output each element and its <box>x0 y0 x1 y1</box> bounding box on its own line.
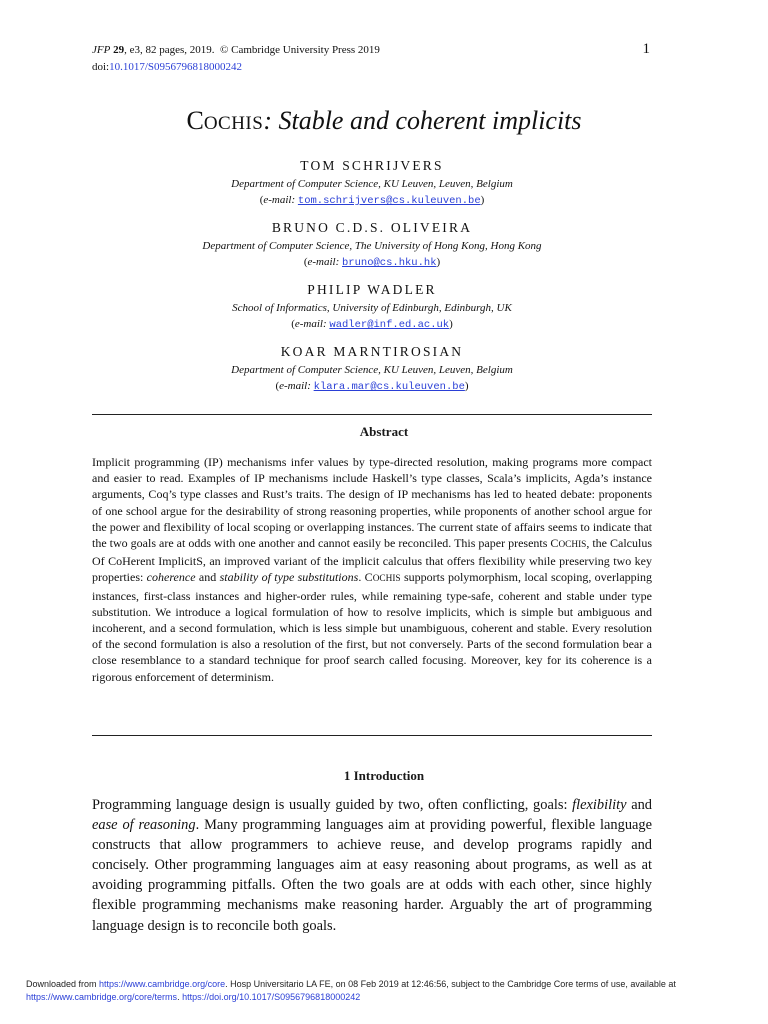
author-affiliation: School of Informatics, University of Edinburgh, Edinburgh, UK <box>232 302 512 314</box>
citation-line <box>92 42 380 59</box>
abstract-text-part: supports polymorphism, local scoping, overlapping instances, first-class instances and higher-order rules, while remaining type-safe, coherent and stable under type substitution. We introduce a logical formulation of how to resolve implicits, which is simple but ambiguous and incoherent, and a second formulation, which is less simple but unambiguous, coherent and stable. Every resolution of the second formulation is also a resolution of the first, but not conversely. Parts of the second formulation bear a close resemblance to a standard technique for proof search called focusing. Moreover, key for its coherence is a rigorous enforcement of determinism. <box>92 570 653 684</box>
stability-term: stability of type substitutions <box>219 570 359 585</box>
cochis-initial: C <box>364 570 373 585</box>
ease-term: ease of reasoning <box>92 817 196 834</box>
author-name: TOM SCHRIJVERS <box>300 158 444 173</box>
abstract-text-part: and <box>195 570 220 585</box>
email-label: e-mail: <box>307 256 340 268</box>
doi-line <box>92 59 380 76</box>
cambridge-core-link[interactable]: https://www.cambridge.org/core <box>99 979 226 989</box>
section-heading: 1 Introduction <box>343 768 425 783</box>
author-email-line: (e-mail: tom.schrijvers@cs.kuleuven.be) <box>259 194 485 207</box>
email-label: e-mail: <box>279 380 311 392</box>
abstract-top-rule <box>92 414 652 415</box>
volume-number: 29 <box>113 44 125 56</box>
author-block <box>92 218 652 271</box>
author-name: BRUNO C.D.S. OLIVEIRA <box>271 220 473 235</box>
journal-name: JFP <box>92 44 111 56</box>
author-email-line: (e-mail: bruno@cs.hku.hk) <box>303 256 441 269</box>
abstract-text-part: , the Calculus Of CoHerent ImplicitS, an improved variant of the implicit calculus that offers flexibility while preserving two key properties: <box>92 536 653 585</box>
copyright-notice: © Cambridge University Press 2019 <box>220 44 380 56</box>
intro-text-part: Programming language design is usually guided by two, often conflicting, goals: <box>92 797 573 813</box>
cochis-initial: C <box>550 536 559 551</box>
terms-link[interactable]: https://www.cambridge.org/core/terms <box>26 992 178 1002</box>
doi-link[interactable]: 10.1017/S0956796818000242 <box>109 61 243 73</box>
author-list <box>92 156 652 404</box>
author-name: PHILIP WADLER <box>307 282 437 297</box>
abstract-text <box>92 454 652 685</box>
footer-text: . <box>177 992 183 1002</box>
author-affiliation: Department of Computer Science, The University of Hong Kong, Hong Kong <box>202 240 542 252</box>
author-name: KOAR MARNTIROSIAN <box>280 344 464 359</box>
abstract-heading: Abstract <box>359 424 409 439</box>
footer-text: Downloaded from <box>26 979 100 989</box>
page-number: 1 <box>642 41 650 57</box>
abstract-text-part: Implicit programming (IP) mechanisms infer values by type-directed resolution, making programs more compact and easier to read. Examples of IP mechanisms include Haskell’s type classes, Scala’s implicits, Agda’s instance arguments, Coq’s type classes and Rust’s traits. The design of IP mechanisms has led to heated debate: proponents of one school argue for the desirability of strong reasoning properties, while proponents of another school argue for the power and flexibility of local scoping or overlapping instances. The current state of affairs seems to indicate that the two goals are at odds with one another and cannot easily be reconciled. This paper presents <box>92 455 652 551</box>
footer-text: . Hosp Universitario LA FE, on 08 Feb 2019 at 12:46:56, subject to the Cambridge Core terms of use, available at <box>225 979 676 989</box>
intro-text-part: and <box>626 797 652 813</box>
title-name-initial: C <box>186 106 204 135</box>
author-affiliation: Department of Computer Science, KU Leuven, Leuven, Belgium <box>231 178 513 190</box>
author-email-line: (e-mail: klara.mar@cs.kuleuven.be) <box>275 380 469 393</box>
abstract-text-part: . <box>358 570 365 585</box>
doi-label: doi: <box>92 61 110 73</box>
author-email-line: (e-mail: wadler@inf.ed.ac.uk) <box>291 318 453 331</box>
email-label: e-mail: <box>263 194 296 206</box>
author-email-link[interactable]: klara.mar@cs.kuleuven.be <box>313 381 465 393</box>
journal-header <box>92 42 380 76</box>
cochis-name <box>550 536 586 550</box>
coherence-term: coherence <box>146 570 196 585</box>
author-block <box>92 280 652 333</box>
author-email-link[interactable]: wadler@inf.ed.ac.uk <box>329 319 450 331</box>
author-block <box>92 156 652 209</box>
flexibility-term: flexibility <box>572 797 627 813</box>
cochis-name <box>365 570 401 584</box>
cochis-rest: OCHIS <box>558 540 587 551</box>
email-label: e-mail: <box>294 318 327 330</box>
author-email-link[interactable]: bruno@cs.hku.hk <box>342 257 437 269</box>
title-name-rest: OCHIS <box>203 113 264 134</box>
abstract-bottom-rule <box>92 735 652 736</box>
citation-details: , e3, 82 pages, 2019. <box>124 44 215 56</box>
paper-title <box>0 106 768 136</box>
download-footer <box>26 978 746 1004</box>
title-subtitle: : Stable and coherent implicits <box>263 106 582 135</box>
author-block <box>92 342 652 395</box>
cochis-rest: OCHIS <box>372 574 401 585</box>
intro-text-part: . Many programming languages aim at providing powerful, flexible language constructs that allow programmers to achieve reuse, and develop programs rapidly and concisely. Other programming languages aim at easy reasoning about programs, as well as at avoiding programming pitfalls. Often the two goals are at odds with each other, since highly flexible programming mechanisms make reasoning harder. Arguably the art of programming language design is to reconcile both goals. <box>92 817 652 934</box>
doi-footer-link[interactable]: https://doi.org/10.1017/S0956796818000242 <box>182 992 361 1002</box>
introduction-paragraph <box>92 795 652 936</box>
author-email-link[interactable]: tom.schrijvers@cs.kuleuven.be <box>297 195 481 207</box>
author-affiliation: Department of Computer Science, KU Leuven, Leuven, Belgium <box>231 364 513 376</box>
